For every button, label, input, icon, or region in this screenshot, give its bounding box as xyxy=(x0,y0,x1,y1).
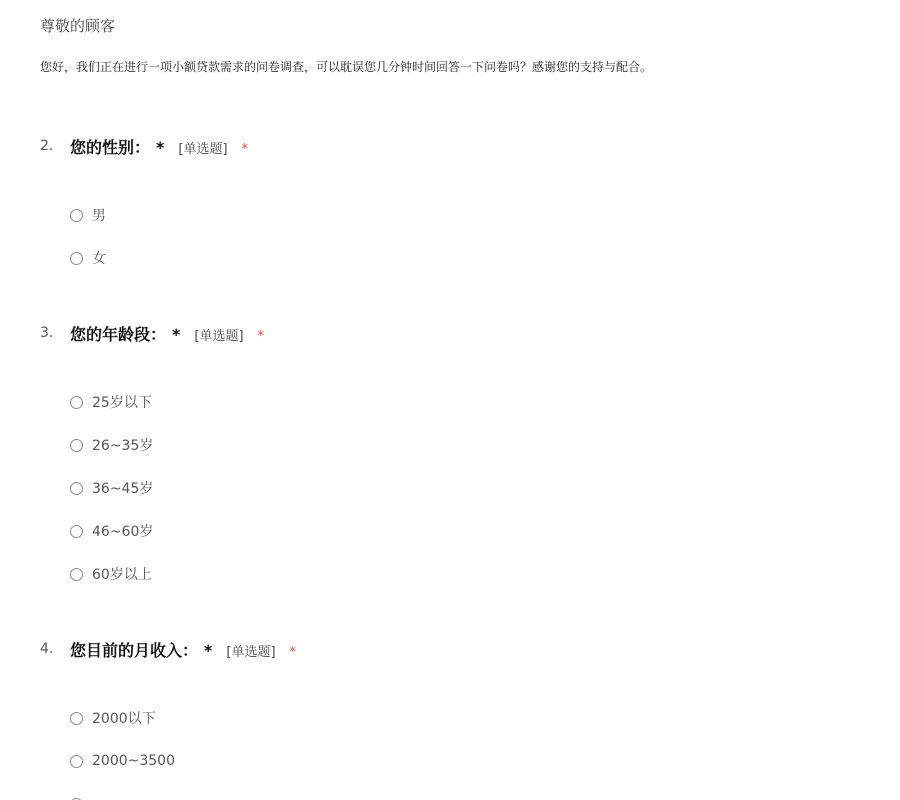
option-male[interactable] xyxy=(70,205,106,225)
question-title-row xyxy=(70,638,296,661)
title-star: * xyxy=(204,641,213,660)
option-label: 60岁以上 xyxy=(92,567,152,583)
option-income-partial[interactable] xyxy=(70,794,83,800)
radio-button[interactable] xyxy=(70,439,83,452)
question-title: 您的性别： xyxy=(70,138,151,157)
title-star: * xyxy=(172,325,181,344)
option-label: 男 xyxy=(92,208,106,224)
question-type: [单选题] xyxy=(226,645,276,660)
option-label: 2000以下 xyxy=(92,711,156,727)
radio-button[interactable] xyxy=(70,525,83,538)
option-income-under-2000[interactable] xyxy=(70,708,156,728)
option-label: 2000~3500 xyxy=(92,753,175,769)
question-header xyxy=(0,135,900,159)
option-label: 36~45岁 xyxy=(92,481,154,497)
question-title: 您的年龄段： xyxy=(70,325,167,344)
option-income-2000-3500[interactable] xyxy=(70,751,175,771)
radio-button[interactable] xyxy=(70,396,83,409)
radio-button[interactable] xyxy=(70,209,83,222)
required-mark: * xyxy=(289,645,297,660)
radio-button[interactable] xyxy=(70,755,83,768)
greeting-text: 尊敬的顾客 xyxy=(40,17,116,35)
radio-button[interactable] xyxy=(70,252,83,265)
radio-button[interactable] xyxy=(70,482,83,495)
option-label: 26~35岁 xyxy=(92,438,154,454)
required-mark: * xyxy=(257,329,265,344)
question-type: [单选题] xyxy=(194,329,244,344)
option-age-46-60[interactable] xyxy=(70,521,153,541)
question-header xyxy=(0,322,900,346)
option-label: 女 xyxy=(92,251,106,267)
option-age-36-45[interactable] xyxy=(70,478,153,498)
question-type: [单选题] xyxy=(178,142,228,157)
intro-text: 您好，我们正在进行一项小额贷款需求的问卷调查，可以耽误您几分钟时间回答一下问卷吗？感谢您的支持与配合。 xyxy=(40,60,653,74)
option-female[interactable] xyxy=(70,248,106,268)
question-number: 2. xyxy=(40,138,54,154)
radio-button[interactable] xyxy=(70,568,83,581)
radio-button[interactable] xyxy=(70,712,83,725)
option-age-26-35[interactable] xyxy=(70,435,153,455)
option-age-over-60[interactable] xyxy=(70,564,152,584)
question-number: 3. xyxy=(40,325,54,341)
question-title-row xyxy=(70,135,248,158)
option-label: 46~60岁 xyxy=(92,524,154,540)
question-number: 4. xyxy=(40,641,54,657)
question-title-row xyxy=(70,322,264,345)
title-star: * xyxy=(156,138,165,157)
option-label: 25岁以下 xyxy=(92,395,152,411)
question-header xyxy=(0,638,900,662)
option-age-under-25[interactable] xyxy=(70,392,152,412)
required-mark: * xyxy=(241,142,249,157)
question-title: 您目前的月收入： xyxy=(70,641,199,660)
